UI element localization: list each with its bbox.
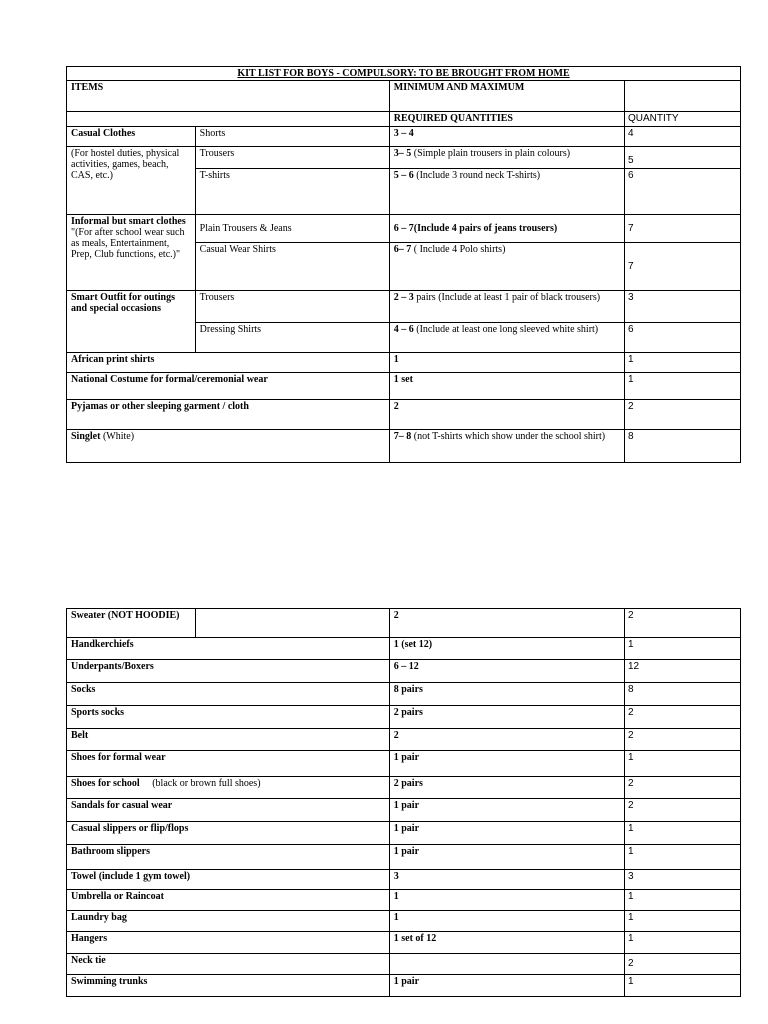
table-row	[67, 799, 741, 822]
shoes-formal-item: Shoes for formal wear	[67, 751, 390, 777]
casual-slippers-item: Casual slippers or flip/flops	[67, 822, 390, 845]
laundry-bag-item: Laundry bag	[67, 911, 390, 932]
table-row	[67, 932, 741, 954]
kit-list-table-top	[66, 66, 741, 463]
casual-clothes-note: (For hostel duties, physical activities, games, beach, CAS, etc.)	[67, 147, 196, 215]
socks-quantity: 8	[624, 683, 740, 706]
swimming-trunks-quantity: 1	[624, 975, 740, 997]
pyjamas-quantity: 2	[624, 400, 740, 430]
shorts-quantity: 4	[624, 127, 740, 147]
belt-required: 2	[389, 729, 624, 751]
sports-socks-required: 2 pairs	[389, 706, 624, 729]
african-print-required: 1	[389, 353, 624, 373]
sports-socks-quantity: 2	[624, 706, 740, 729]
laundry-bag-quantity: 1	[624, 911, 740, 932]
underpants-item: Underpants/Boxers	[67, 660, 390, 683]
required-header: REQUIRED QUANTITIES	[389, 112, 624, 127]
casual-wear-shirts-quantity: 7	[624, 243, 740, 291]
umbrella-item: Umbrella or Raincoat	[67, 890, 390, 911]
sweater-required: 2	[389, 609, 624, 638]
umbrella-quantity: 1	[624, 890, 740, 911]
socks-required: 8 pairs	[389, 683, 624, 706]
quantity-header: QUANTITY	[624, 112, 740, 127]
sweater-item: Sweater (NOT HOODIE)	[67, 609, 196, 638]
neck-tie-item: Neck tie	[67, 954, 390, 975]
hangers-required: 1 set of 12	[389, 932, 624, 954]
table-row	[67, 822, 741, 845]
items-header: ITEMS	[67, 81, 390, 112]
bathroom-slippers-required: 1 pair	[389, 845, 624, 870]
neck-tie-required	[389, 954, 624, 975]
swimming-trunks-item: Swimming trunks	[67, 975, 390, 997]
table-row	[67, 751, 741, 777]
casual-wear-shirts-required: 6– 7 ( Include 4 Polo shirts)	[389, 243, 624, 291]
sports-socks-item: Sports socks	[67, 706, 390, 729]
min-max-header: MINIMUM AND MAXIMUM	[389, 81, 624, 112]
singlet-quantity: 8	[624, 430, 740, 463]
table-row	[67, 954, 741, 975]
hangers-quantity: 1	[624, 932, 740, 954]
shoes-school-quantity: 2	[624, 777, 740, 799]
sweater-blank	[195, 609, 389, 638]
items-header-spacer	[67, 112, 390, 127]
handkerchiefs-required: 1 (set 12)	[389, 638, 624, 660]
shoes-formal-quantity: 1	[624, 751, 740, 777]
table-row	[67, 729, 741, 751]
trousers-required: 3– 5 (Simple plain trousers in plain colours)	[389, 147, 624, 169]
informal-clothes-label: Informal but smart clothes "(For after school wear such as meals, Entertainment, Prep, Club functions, etc.)"	[67, 215, 196, 291]
hangers-item: Hangers	[67, 932, 390, 954]
table-row	[67, 870, 741, 890]
towel-quantity: 3	[624, 870, 740, 890]
handkerchiefs-quantity: 1	[624, 638, 740, 660]
smart-trousers-item: Trousers	[195, 291, 389, 323]
shoes-school-required: 2 pairs	[389, 777, 624, 799]
dressing-shirts-required: 4 – 6 (Include at least one long sleeved white shirt)	[389, 323, 624, 353]
tshirts-required: 5 – 6 (Include 3 round neck T-shirts)	[389, 169, 624, 215]
table-row	[67, 638, 741, 660]
casual-wear-shirts-item: Casual Wear Shirts	[195, 243, 389, 291]
casual-slippers-required: 1 pair	[389, 822, 624, 845]
casual-clothes-label: Casual Clothes	[67, 127, 196, 147]
plain-trousers-jeans-quantity: 7	[624, 215, 740, 243]
national-costume-required: 1 set	[389, 373, 624, 400]
belt-item: Belt	[67, 729, 390, 751]
dressing-shirts-quantity: 6	[624, 323, 740, 353]
underpants-quantity: 12	[624, 660, 740, 683]
shoes-school-item: Shoes for school (black or brown full shoes)	[67, 777, 390, 799]
table-row	[67, 845, 741, 870]
african-print-quantity: 1	[624, 353, 740, 373]
kit-list-table-bottom	[66, 608, 741, 997]
table-row	[67, 911, 741, 932]
african-print-item: African print shirts	[67, 353, 390, 373]
towel-required: 3	[389, 870, 624, 890]
bathroom-slippers-quantity: 1	[624, 845, 740, 870]
pyjamas-required: 2	[389, 400, 624, 430]
shorts-item: Shorts	[195, 127, 389, 147]
handkerchiefs-item: Handkerchiefs	[67, 638, 390, 660]
quantity-header-blank	[624, 81, 740, 112]
tshirts-quantity: 6	[624, 169, 740, 215]
sandals-item: Sandals for casual wear	[67, 799, 390, 822]
sandals-required: 1 pair	[389, 799, 624, 822]
plain-trousers-jeans-required: 6 – 7(Include 4 pairs of jeans trousers)	[389, 215, 624, 243]
trousers-quantity: 5	[624, 147, 740, 169]
dressing-shirts-item: Dressing Shirts	[195, 323, 389, 353]
table-row	[67, 975, 741, 997]
kit-list-title: KIT LIST FOR BOYS - COMPULSORY: TO BE BROUGHT FROM HOME	[67, 67, 741, 81]
shorts-required: 3 – 4	[389, 127, 624, 147]
trousers-item: Trousers	[195, 147, 389, 169]
table-row	[67, 890, 741, 911]
table-row	[67, 706, 741, 729]
socks-item: Socks	[67, 683, 390, 706]
towel-item: Towel (include 1 gym towel)	[67, 870, 390, 890]
sweater-quantity: 2	[624, 609, 740, 638]
umbrella-required: 1	[389, 890, 624, 911]
pyjamas-item: Pyjamas or other sleeping garment / cloth	[67, 400, 390, 430]
tshirts-item: T-shirts	[195, 169, 389, 215]
plain-trousers-jeans-item: Plain Trousers & Jeans	[195, 215, 389, 243]
neck-tie-quantity: 2	[624, 954, 740, 975]
bathroom-slippers-item: Bathroom slippers	[67, 845, 390, 870]
sandals-quantity: 2	[624, 799, 740, 822]
shoes-formal-required: 1 pair	[389, 751, 624, 777]
underpants-required: 6 – 12	[389, 660, 624, 683]
smart-trousers-quantity: 3	[624, 291, 740, 323]
casual-slippers-quantity: 1	[624, 822, 740, 845]
singlet-required: 7– 8 (not T-shirts which show under the school shirt)	[389, 430, 624, 463]
table-row	[67, 660, 741, 683]
smart-outfit-label: Smart Outfit for outings and special occasions	[67, 291, 196, 353]
national-costume-quantity: 1	[624, 373, 740, 400]
smart-trousers-required: 2 – 3 pairs (Include at least 1 pair of black trousers)	[389, 291, 624, 323]
national-costume-item: National Costume for formal/ceremonial wear	[67, 373, 390, 400]
table-row	[67, 683, 741, 706]
swimming-trunks-required: 1 pair	[389, 975, 624, 997]
table-row	[67, 777, 741, 799]
laundry-bag-required: 1	[389, 911, 624, 932]
belt-quantity: 2	[624, 729, 740, 751]
singlet-item: Singlet (White)	[67, 430, 390, 463]
